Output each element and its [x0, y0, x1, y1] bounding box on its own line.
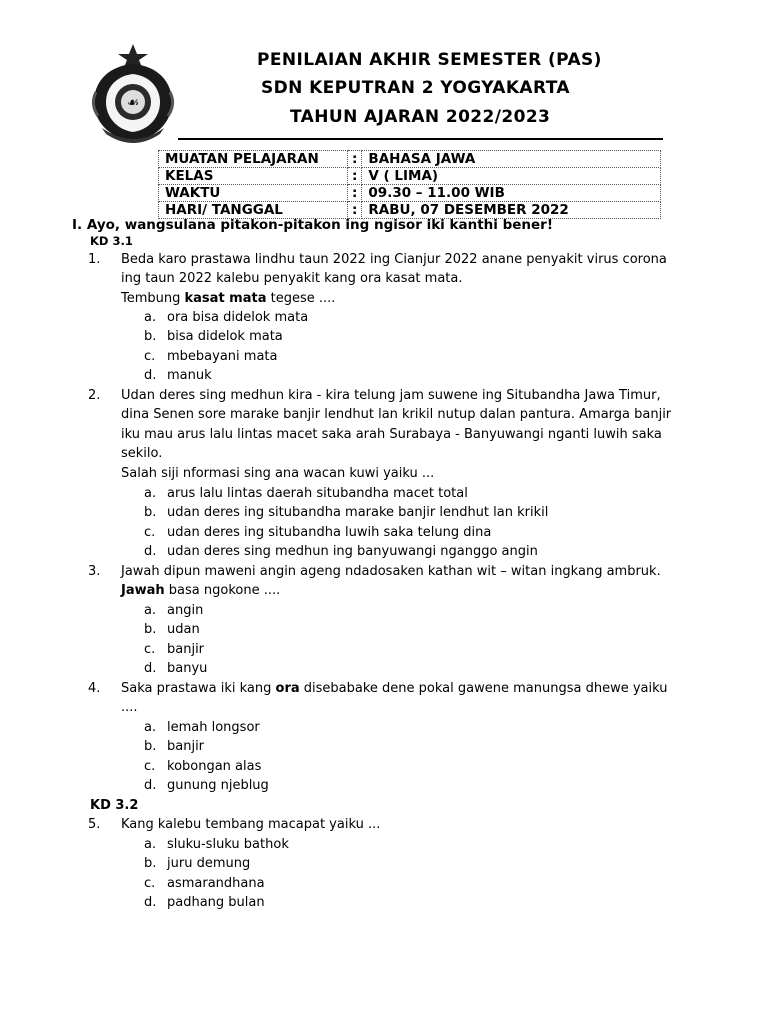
info-label: MUATAN PELAJARAN [159, 151, 348, 168]
option-text: lemah longsor [167, 720, 260, 735]
question-number: 4. [88, 681, 101, 696]
header-divider [178, 138, 663, 140]
option-text: padhang bulan [167, 895, 265, 910]
info-label: HARI/ TANGGAL [159, 202, 348, 219]
option-letter: b. [144, 622, 157, 637]
question-text: Udan deres sing medhun kira - kira telung jam suwene ing Situbandha Jawa Timur, [121, 388, 661, 403]
option-text: arus lalu lintas daerah situbandha macet total [167, 486, 468, 501]
option-text: sluku-sluku bathok [167, 837, 289, 852]
school-emblem-logo [88, 42, 178, 146]
info-value: V ( LIMA) [362, 168, 661, 185]
prompt-text: Saka prastawa iki kang [121, 681, 276, 696]
question-text: dina Senen sore marake banjir lendhut lan krikil nutup dalan pantura. Amarga banjir [121, 407, 672, 422]
option-text: banyu [167, 661, 208, 676]
option-letter: a. [144, 310, 157, 325]
option-letter: a. [144, 837, 157, 852]
option-text: mbebayani mata [167, 349, 278, 364]
option-letter: d. [144, 368, 157, 383]
question-text: Kang kalebu tembang macapat yaiku ... [121, 817, 381, 832]
option-letter: a. [144, 603, 157, 618]
question-prompt: Salah siji nformasi sing ana wacan kuwi yaiku ... [121, 466, 435, 481]
option-letter: d. [144, 895, 157, 910]
info-row-class [159, 168, 661, 185]
option-text: ora bisa didelok mata [167, 310, 309, 325]
question-text: Beda karo prastawa lindhu taun 2022 ing Cianjur 2022 anane penyakit virus corona [121, 252, 667, 267]
option-letter: c. [144, 876, 156, 891]
question-number: 3. [88, 564, 101, 579]
question-text: .... [121, 700, 138, 715]
option-text: udan [167, 622, 200, 637]
option-text: angin [167, 603, 204, 618]
info-row-time [159, 185, 661, 202]
prompt-text: tegese .... [266, 291, 336, 306]
option-text: manuk [167, 368, 212, 383]
exam-info-table [158, 150, 661, 219]
option-text: asmarandhana [167, 876, 265, 891]
option-letter: d. [144, 661, 157, 676]
option-letter: b. [144, 739, 157, 754]
option-letter: a. [144, 720, 157, 735]
prompt-keyword: Jawah [121, 583, 165, 598]
option-letter: c. [144, 349, 156, 364]
option-letter: c. [144, 525, 156, 540]
kd-heading: KD 3.2 [90, 798, 139, 813]
option-text: gunung njeblug [167, 778, 269, 793]
info-row-subject [159, 151, 661, 168]
option-text: udan deres sing medhun ing banyuwangi nganggo angin [167, 544, 538, 559]
info-colon: : [348, 185, 362, 202]
option-text: juru demung [167, 856, 251, 871]
svg-text:☙: ☙ [126, 95, 140, 111]
prompt-keyword: ora [275, 681, 300, 696]
question-text: ing taun 2022 kalebu penyakit kang ora kasat mata. [121, 271, 463, 286]
option-letter: b. [144, 329, 157, 344]
question-prompt [121, 583, 280, 599]
question-text: Jawah dipun maweni angin ageng ndadosaken kathan wit – witan ingkang ambruk. [121, 564, 661, 579]
info-colon: : [348, 168, 362, 185]
question-prompt [121, 681, 667, 697]
kd-heading: KD 3.1 [90, 234, 133, 248]
question-number: 5. [88, 817, 101, 832]
question-number: 1. [88, 252, 101, 267]
prompt-text: basa ngokone .... [164, 583, 281, 598]
prompt-text: disebabake dene pokal gawene manungsa dhewe yaiku [299, 681, 668, 696]
option-letter: c. [144, 759, 156, 774]
question-text: sekilo. [121, 446, 163, 461]
header-year: TAHUN AJARAN 2022/2023 [290, 107, 551, 127]
info-colon: : [348, 151, 362, 168]
section-instruction: I. Ayo, wangsulana pitakon-pitakon ing ngisor iki kanthi bener! [72, 217, 553, 233]
option-letter: a. [144, 486, 157, 501]
option-letter: d. [144, 778, 157, 793]
header-school: SDN KEPUTRAN 2 YOGYAKARTA [261, 78, 570, 98]
option-letter: b. [144, 856, 157, 871]
option-text: banjir [167, 642, 205, 657]
option-letter: b. [144, 505, 157, 520]
option-text: banjir [167, 739, 205, 754]
option-text: kobongan alas [167, 759, 262, 774]
info-value: BAHASA JAWA [362, 151, 661, 168]
option-text: udan deres ing situbandha marake banjir lendhut lan krikil [167, 505, 549, 520]
option-letter: c. [144, 642, 156, 657]
info-label: KELAS [159, 168, 348, 185]
question-text: iku mau arus lalu lintas macet saka arah Surabaya - Banyuwangi nganti luwih saka [121, 427, 662, 442]
prompt-keyword: kasat mata [184, 291, 267, 306]
info-colon: : [348, 202, 362, 219]
info-row-date [159, 202, 661, 219]
info-value: 09.30 – 11.00 WIB [362, 185, 661, 202]
option-text: bisa didelok mata [167, 329, 283, 344]
option-letter: d. [144, 544, 157, 559]
question-prompt [121, 291, 335, 307]
info-value: RABU, 07 DESEMBER 2022 [362, 202, 661, 219]
info-label: WAKTU [159, 185, 348, 202]
option-text: udan deres ing situbandha luwih saka telung dina [167, 525, 492, 540]
prompt-text: Tembung [121, 291, 185, 306]
header-title: PENILAIAN AKHIR SEMESTER (PAS) [257, 50, 602, 70]
question-number: 2. [88, 388, 101, 403]
